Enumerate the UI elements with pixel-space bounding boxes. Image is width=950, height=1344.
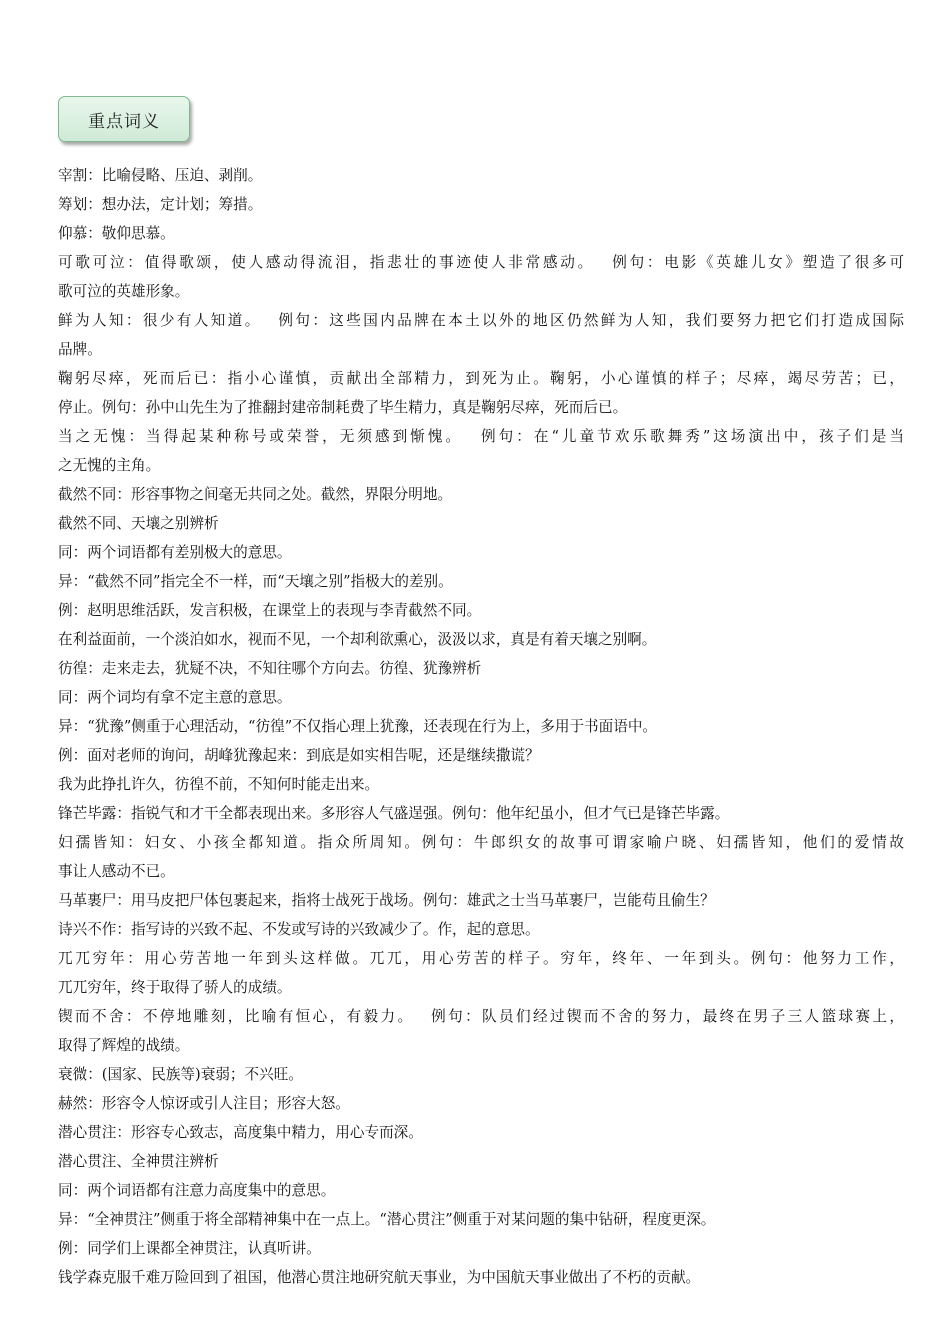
text-line: 品牌。 — [58, 341, 102, 358]
text-line: 同：两个词语都有差别极大的意思。 — [58, 544, 292, 561]
text-line: 之无愧的主角。 — [58, 457, 161, 474]
text-line: 兀兀穷年，终于取得了骄人的成绩。 — [58, 979, 292, 996]
text-line: 我为此挣扎许久，彷徨不前，不知何时能走出来。 — [58, 776, 380, 793]
text-line: 停止。例句：孙中山先生为了推翻封建帝制耗费了毕生精力，真是鞠躬尽瘁，死而后已。 — [58, 399, 628, 416]
text-line: 事让人感动不已。 — [58, 863, 175, 880]
text-line: 鞠躬尽瘁，死而后已：指小心谨慎，贡献出全部精力，到死为止。鞠躬，小心谨慎的样子；尽瘁，竭尽劳苦；已， — [58, 370, 904, 387]
vocabulary-content — [58, 161, 904, 1292]
text-line: 赫然：形容令人惊讶或引人注目；形容大怒。 — [58, 1095, 350, 1112]
text-line: 异：“全神贯注”侧重于将全部精神集中在一点上。“潜心贯注”侧重于对某问题的集中钻研，程度更深。 — [58, 1211, 716, 1228]
text-line: 例：同学们上课都全神贯注，认真听讲。 — [58, 1240, 321, 1257]
text-line: 歌可泣的英雄形象。 — [58, 283, 190, 300]
text-line: 彷徨：走来走去，犹疑不决，不知往哪个方向去。彷徨、犹豫辨析 — [58, 660, 482, 677]
text-line: 宰割：比喻侵略、压迫、剥削。 — [58, 167, 263, 184]
text-line: 异：“截然不同”指完全不一样，而“天壤之别”指极大的差别。 — [58, 573, 453, 590]
text-line: 取得了辉煌的战绩。 — [58, 1037, 190, 1054]
text-line: 截然不同、天壤之别辨析 — [58, 515, 219, 532]
text-line: 筹划：想办法，定计划；筹措。 — [58, 196, 263, 213]
section-title-badge — [58, 96, 190, 142]
text-line: 仰慕：敬仰思慕。 — [58, 225, 175, 242]
text-line: 当之无愧：当得起某种称号或荣誉，无须感到惭愧。 例句：在“儿童节欢乐歌舞秀”这场演出中，孩子们是当 — [58, 428, 904, 445]
text-line: 截然不同：形容事物之间毫无共同之处。截然，界限分明地。 — [58, 486, 453, 503]
text-line: 鲜为人知：很少有人知道。 例句：这些国内品牌在本土以外的地区仍然鲜为人知，我们要努力把它们打造成国际 — [58, 312, 904, 329]
text-line: 妇孺皆知：妇女、小孩全都知道。指众所周知。例句：牛郎织女的故事可谓家喻户晓、妇孺皆知，他们的爱情故 — [58, 834, 904, 851]
text-line: 同：两个词均有拿不定主意的意思。 — [58, 689, 292, 706]
text-line: 马革裹尸：用马皮把尸体包裹起来，指将士战死于战场。例句：雄武之士当马革裹尸，岂能苟且偷生？ — [58, 892, 715, 909]
text-line: 锲而不舍：不停地雕刻，比喻有恒心，有毅力。 例句：队员们经过锲而不舍的努力，最终在男子三人篮球赛上， — [58, 1008, 904, 1025]
text-line: 钱学森克服千难万险回到了祖国，他潜心贯注地研究航天事业，为中国航天事业做出了不朽的贡献。 — [58, 1269, 701, 1286]
text-line: 衰微：(国家、民族等)衰弱；不兴旺。 — [58, 1066, 303, 1083]
section-title: 重点词义 — [88, 111, 160, 132]
text-line: 可歌可泣：值得歌颂，使人感动得流泪，指悲壮的事迹使人非常感动。 例句：电影《英雄儿女》塑造了很多可 — [58, 254, 904, 271]
text-line: 潜心贯注：形容专心致志，高度集中精力，用心专而深。 — [58, 1124, 423, 1141]
text-line: 例：赵明思维活跃，发言积极，在课堂上的表现与李青截然不同。 — [58, 602, 482, 619]
text-line: 锋芒毕露：指锐气和才干全都表现出来。多形容人气盛逞强。例句：他年纪虽小，但才气已是锋芒毕露。 — [58, 805, 730, 822]
text-line: 同：两个词语都有注意力高度集中的意思。 — [58, 1182, 336, 1199]
text-line: 兀兀穷年：用心劳苦地一年到头这样做。兀兀，用心劳苦的样子。穷年，终年、一年到头。例句：他努力工作， — [58, 950, 904, 967]
text-line: 诗兴不作：指写诗的兴致不起、不发或写诗的兴致减少了。作，起的意思。 — [58, 921, 540, 938]
text-line: 在利益面前，一个淡泊如水，视而不见，一个却利欲熏心，汲汲以求，真是有着天壤之别啊。 — [58, 631, 657, 648]
text-line: 潜心贯注、全神贯注辨析 — [58, 1153, 219, 1170]
text-line: 例：面对老师的询问，胡峰犹豫起来：到底是如实相告呢，还是继续撒谎？ — [58, 747, 540, 764]
text-line: 异：“犹豫”侧重于心理活动，“彷徨”不仅指心理上犹豫，还表现在行为上，多用于书面语中。 — [58, 718, 658, 735]
